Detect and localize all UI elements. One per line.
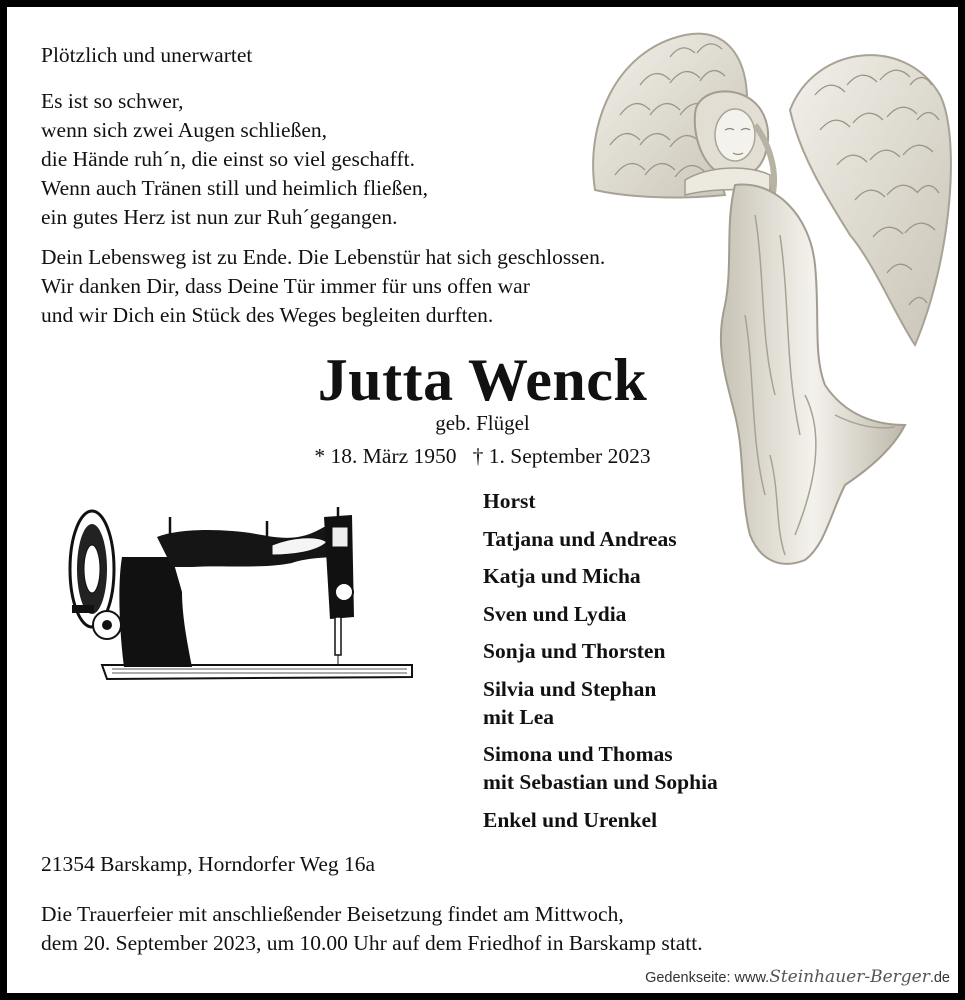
poem-line: Es ist so schwer, bbox=[41, 89, 184, 113]
mourners-list bbox=[483, 487, 718, 843]
mourner-group bbox=[483, 562, 718, 590]
intro-line: Plötzlich und unerwartet bbox=[41, 43, 253, 67]
mourner-group bbox=[483, 487, 718, 515]
farewell-paragraph bbox=[41, 243, 605, 330]
mourner-group bbox=[483, 600, 718, 628]
sewing-machine-image bbox=[62, 497, 417, 682]
farewell-line: und wir Dich ein Stück des Weges begleiten durften. bbox=[41, 303, 494, 327]
ceremony-info bbox=[41, 900, 703, 958]
mourner-group bbox=[483, 740, 718, 796]
mourner-group bbox=[483, 806, 718, 834]
poem-line: ein gutes Herz ist nun zur Ruh´gegangen. bbox=[41, 205, 398, 229]
ceremony-line: Die Trauerfeier mit anschließender Beisetzung findet am Mittwoch, bbox=[41, 902, 624, 926]
footer-brand: Steinhauer-Berger bbox=[769, 967, 930, 987]
poem-line: die Hände ruh´n, die einst so viel geschafft. bbox=[41, 147, 415, 171]
mourner-group bbox=[483, 675, 718, 731]
poem-line: wenn sich zwei Augen schließen, bbox=[41, 118, 327, 142]
deceased-name: Jutta Wenck bbox=[317, 347, 648, 413]
footer-label: Gedenkseite: www. bbox=[645, 970, 770, 986]
life-dates: * 18. März 1950 † 1. September 2023 bbox=[314, 444, 651, 468]
mourner-line: mit Lea bbox=[483, 704, 555, 729]
mourner-line: Katja und Micha bbox=[483, 564, 641, 588]
poem bbox=[41, 87, 428, 232]
farewell-line: Wir danken Dir, dass Deine Tür immer für uns offen war bbox=[41, 274, 530, 298]
ceremony-line: dem 20. September 2023, um 10.00 Uhr auf dem Friedhof in Barskamp statt. bbox=[41, 931, 703, 955]
mourner-line: Silvia und Stephan bbox=[483, 676, 657, 701]
mourner-line: Tatjana und Andreas bbox=[483, 526, 677, 551]
poem-line: Wenn auch Tränen still und heimlich fließen, bbox=[41, 176, 428, 200]
mourner-group bbox=[483, 525, 718, 553]
footer-suffix: .de bbox=[929, 970, 950, 986]
mourner-line: mit Sebastian und Sophia bbox=[483, 770, 718, 794]
mourner-line: Simona und Thomas bbox=[483, 742, 673, 766]
mourner-line: Enkel und Urenkel bbox=[483, 807, 658, 832]
obituary-notice bbox=[7, 7, 958, 993]
mourner-line: Sven und Lydia bbox=[483, 601, 627, 626]
farewell-line: Dein Lebensweg ist zu Ende. Die Lebenstür hat sich geschlossen. bbox=[41, 245, 606, 269]
mourner-line: Sonja und Thorsten bbox=[483, 639, 666, 663]
mourner-group bbox=[483, 637, 718, 665]
mourner-line: Horst bbox=[483, 489, 536, 513]
memorial-page-link[interactable] bbox=[645, 967, 950, 987]
address: 21354 Barskamp, Horndorfer Weg 16a bbox=[41, 852, 376, 876]
maiden-name: geb. Flügel bbox=[435, 411, 530, 435]
